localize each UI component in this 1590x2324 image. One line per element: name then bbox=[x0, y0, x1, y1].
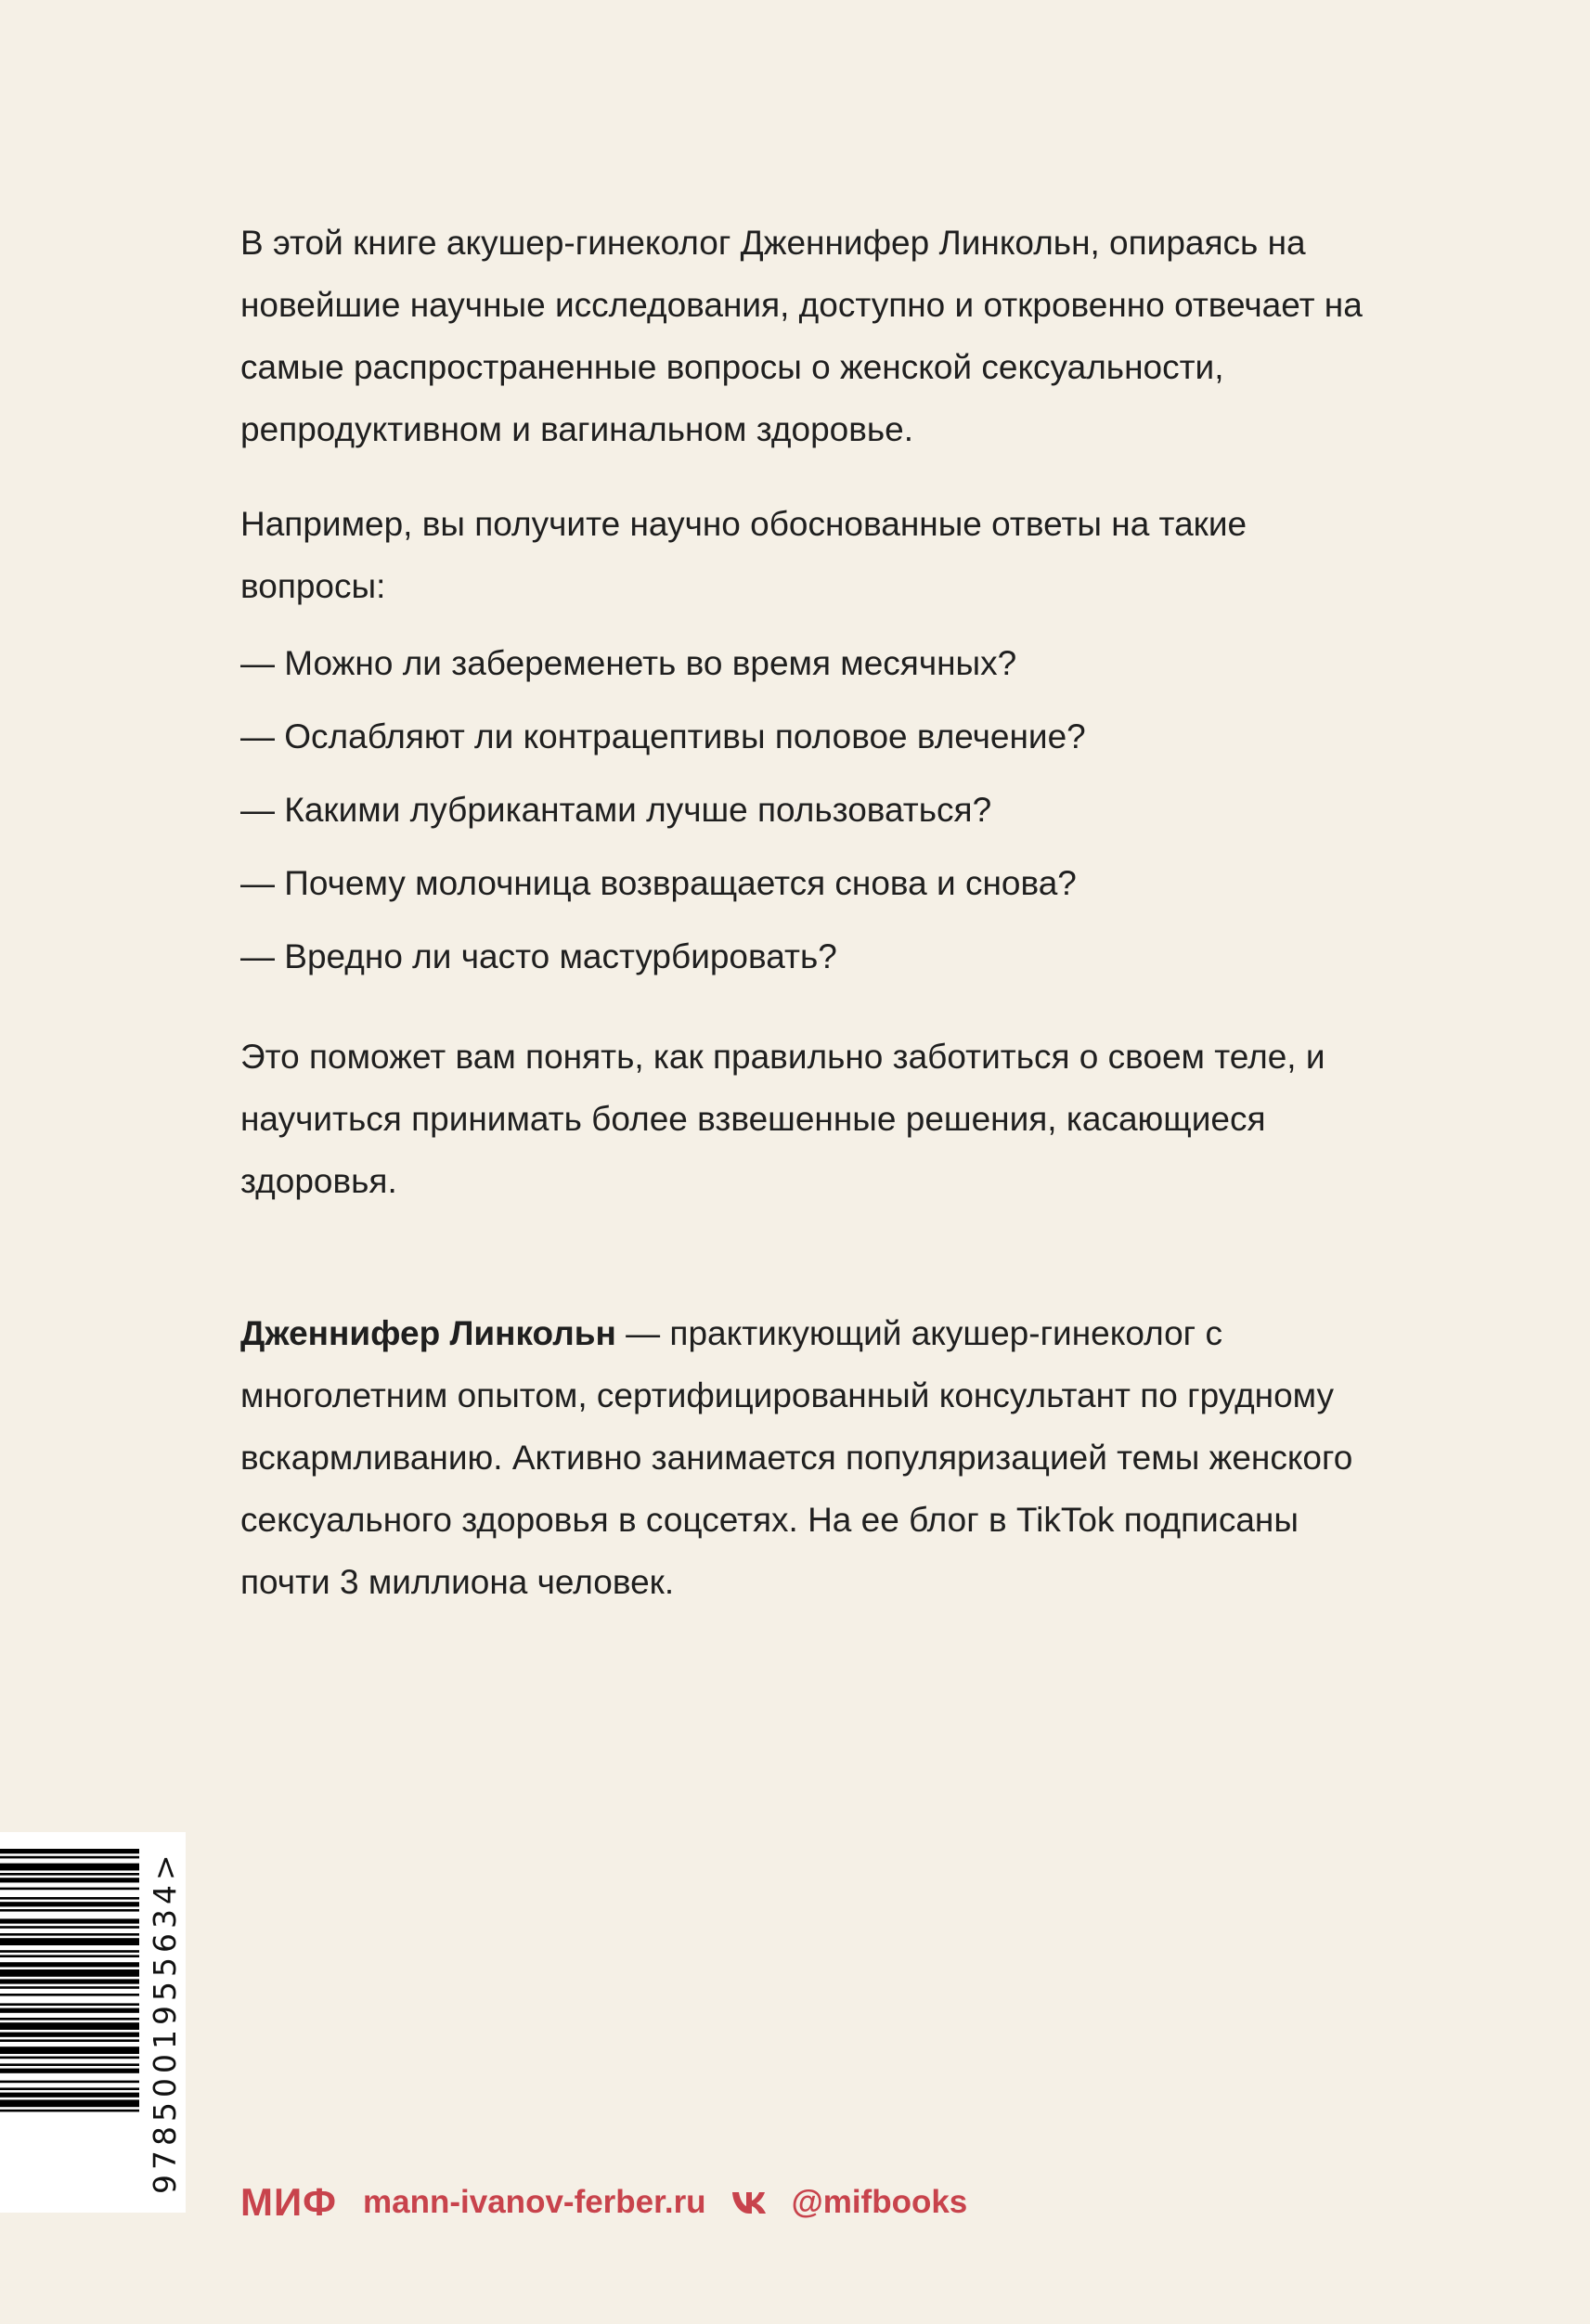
social-handle[interactable]: @mifbooks bbox=[791, 2184, 968, 2220]
publisher-footer bbox=[240, 2175, 967, 2230]
question-list bbox=[240, 626, 1391, 993]
question-item: — Вредно ли часто мастурбировать? bbox=[240, 937, 837, 975]
question-item: — Почему молочница возвращается снова и снова? bbox=[240, 864, 1077, 902]
isbn-barcode bbox=[0, 1832, 186, 2213]
author-name: Дженнифер Линкольн bbox=[240, 1314, 616, 1352]
question-item: — Ослабляют ли контрацептивы половое влечение? bbox=[240, 717, 1086, 755]
back-cover-text bbox=[240, 212, 1391, 1613]
author-bio bbox=[240, 1302, 1391, 1613]
example-lead-paragraph: Например, вы получите научно обоснованные ответы на такие вопросы: bbox=[240, 505, 1247, 605]
publisher-logo: МИФ bbox=[240, 2180, 338, 2224]
question-item: — Какими лубрикантами лучше пользоваться? bbox=[240, 791, 992, 829]
conclusion-paragraph: Это поможет вам понять, как правильно заботиться о своем теле, и научиться принимать более взвешенные решения, касающиеся здоровья. bbox=[240, 1038, 1325, 1200]
author-bio-text: — практикующий акушер-гинеколог с многолетним опытом, сертифицированный консультант по грудному вскармливанию. Активно занимается популяризацией темы женского сексуального здоровья в соцсетях. На ее блог в TikTok подписаны почти 3 миллиона человек. bbox=[240, 1314, 1353, 1601]
publisher-site-link[interactable]: mann-ivanov-ferber.ru bbox=[363, 2184, 706, 2220]
vk-icon[interactable] bbox=[730, 2189, 771, 2215]
barcode-bars bbox=[0, 1832, 144, 2213]
question-item: — Можно ли забеременеть во время месячных? bbox=[240, 644, 1017, 682]
intro-paragraph: В этой книге акушер-гинеколог Дженнифер Линкольн, опираясь на новейшие научные исследования, доступно и откровенно отвечает на самые распространенные вопросы о женской сексуальности, репродуктивном и вагинальном здоровье. bbox=[240, 224, 1363, 448]
barcode-digits: 9785001955634> bbox=[147, 1850, 183, 2195]
